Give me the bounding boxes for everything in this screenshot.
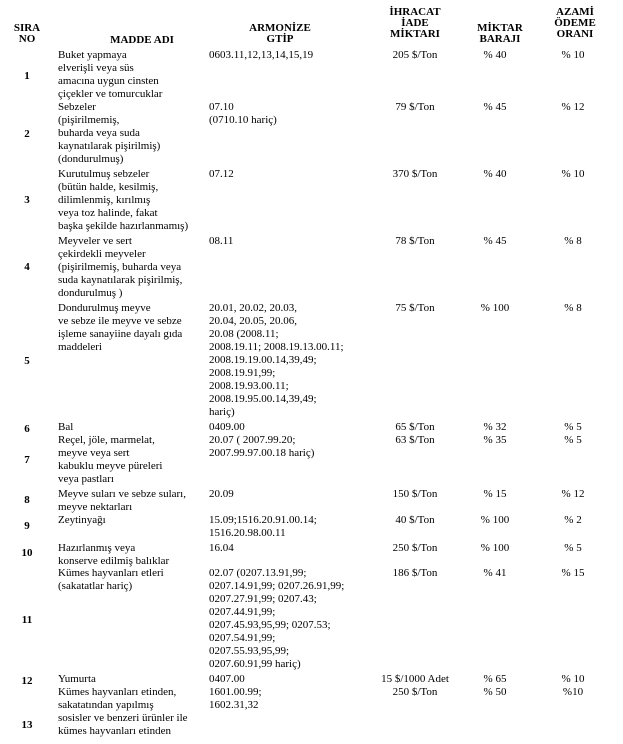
row-6-no: 6	[24, 423, 30, 435]
row-8-oran: % 12	[561, 488, 585, 500]
row-8-iade: 150 $/Ton	[392, 488, 438, 500]
row-6-baraj: % 32	[483, 421, 507, 433]
row-5-gtip: 20.01, 20.02, 20.03, 20.04, 20.05, 20.06, 20.08 (2008.11; 2008.19.11; 2008.19.13.00.11; 2008.19.19.00.14,39,49; 2008.19.91,99; 2008.19.93.00.11; 2008.19.95.00.14,39,49; hariç)	[209, 302, 344, 418]
row-10-baraj: % 100	[480, 542, 510, 554]
row-10-madde: Hazırlanmış veya konserve edilmiş balıklar	[58, 542, 170, 567]
row-8-gtip: 20.09	[209, 488, 234, 500]
row-3-baraj: % 40	[483, 168, 507, 180]
row-4-iade: 78 $/Ton	[395, 235, 435, 247]
row-13-no: 13	[21, 719, 33, 731]
row-1-no: 1	[24, 70, 30, 82]
header-miktar-baraji: MİKTAR BARAJI	[477, 22, 523, 45]
row-10-gtip: 16.04	[209, 542, 234, 554]
row-13-iade: 250 $/Ton	[392, 686, 438, 698]
row-6-madde: Bal	[58, 421, 74, 433]
row-11-gtip: 02.07 (0207.13.91,99; 0207.14.91,99; 0207.26.91,99; 0207.27.91,99; 0207.43; 0207.44.91,99; 0207.45.93,95,99; 0207.53; 0207.54.91,99; 0207.55.93,95,99; 0207.60.91,99 hariç)	[209, 567, 345, 670]
row-3-madde: Kurutulmuş sebzeler (bütün halde, kesilmiş, dilimlenmiş, kırılmış veya toz halinde, fakat başka şekilde hazırlanmamış)	[58, 168, 189, 232]
row-9-no: 9	[24, 520, 30, 532]
row-1-iade: 205 $/Ton	[392, 49, 438, 61]
row-11-iade: 186 $/Ton	[392, 567, 438, 579]
row-1-oran: % 10	[561, 49, 585, 61]
row-3-no: 3	[24, 194, 30, 206]
row-10-iade: 250 $/Ton	[392, 542, 438, 554]
header-gtip: ARMONİZE GTİP	[249, 22, 311, 45]
row-13-baraj: % 50	[483, 686, 507, 698]
row-10-oran: % 5	[564, 542, 582, 554]
row-8-no: 8	[24, 494, 30, 506]
row-6-iade: 65 $/Ton	[395, 421, 435, 433]
row-5-madde: Dondurulmuş meyve ve sebze ile meyve ve sebze işleme sanayiine dayalı gıda maddeleri	[58, 302, 183, 353]
row-4-oran: % 8	[564, 235, 582, 247]
row-3-iade: 370 $/Ton	[392, 168, 438, 180]
row-12-no: 12	[21, 675, 33, 687]
row-12-oran: % 10	[561, 673, 585, 685]
row-5-no: 5	[24, 355, 30, 367]
row-4-gtip: 08.11	[209, 235, 234, 247]
row-9-baraj: % 100	[480, 514, 510, 526]
row-6-gtip: 0409.00	[209, 421, 245, 433]
row-4-madde: Meyveler ve sert çekirdekli meyveler (pişirilmemiş, buharda veya suda kaynatılarak pişirilmiş, dondurulmuş )	[58, 235, 183, 299]
row-10-no: 10	[21, 547, 33, 559]
row-8-madde: Meyve suları ve sebze suları, meyve nektarları	[58, 488, 186, 513]
row-2-oran: % 12	[561, 101, 585, 113]
row-1-baraj: % 40	[483, 49, 507, 61]
row-2-iade: 79 $/Ton	[395, 101, 435, 113]
row-5-baraj: % 100	[480, 302, 510, 314]
header-azami-odeme-orani: AZAMİ ÖDEME ORANI	[554, 6, 596, 40]
row-3-gtip: 07.12	[209, 168, 234, 180]
row-9-iade: 40 $/Ton	[395, 514, 435, 526]
row-13-gtip: 1601.00.99; 1602.31,32	[209, 686, 262, 711]
row-2-madde: Sebzeler (pişirilmemiş, buharda veya suda kaynatılarak pişirilmiş) (dondurulmuş)	[58, 101, 161, 165]
row-2-gtip: 07.10 (0710.10 hariç)	[209, 101, 277, 126]
row-5-iade: 75 $/Ton	[395, 302, 435, 314]
row-11-oran: % 15	[561, 567, 585, 579]
row-1-madde: Buket yapmaya elverişli veya süs amacına uygun cinsten çiçekler ve tomurcuklar	[58, 49, 163, 100]
row-12-madde: Yumurta	[58, 673, 96, 685]
row-7-oran: % 5	[564, 434, 582, 446]
header-madde-adi: MADDE ADI	[110, 34, 174, 46]
row-7-iade: 63 $/Ton	[395, 434, 435, 446]
row-12-gtip: 0407.00	[209, 673, 245, 685]
row-8-baraj: % 15	[483, 488, 507, 500]
row-12-iade: 15 $/1000 Adet	[381, 673, 449, 685]
row-4-baraj: % 45	[483, 235, 507, 247]
row-9-gtip: 15.09;1516.20.91.00.14; 1516.20.98.00.11	[209, 514, 317, 539]
row-11-no: 11	[21, 614, 33, 626]
row-5-oran: % 8	[564, 302, 582, 314]
header-sira-no: SIRA NO	[13, 22, 41, 45]
row-13-madde: Kümes hayvanları etinden, sakatatından yapılmış sosisler ve benzeri ürünler ile kümes hayvanları etinden	[58, 686, 188, 737]
row-7-gtip: 20.07 ( 2007.99.20; 2007.99.97.00.18 hariç)	[209, 434, 315, 459]
row-6-oran: % 5	[564, 421, 582, 433]
row-7-no: 7	[24, 454, 30, 466]
row-4-no: 4	[24, 261, 30, 273]
row-7-madde: Reçel, jöle, marmelat, meyve veya sert kabuklu meyve püreleri veya pastları	[58, 434, 163, 485]
header-ihracat-iade-miktari: İHRACAT İADE MİKTARI	[389, 6, 441, 40]
row-9-oran: % 2	[564, 514, 582, 526]
row-13-oran: %10	[562, 686, 584, 698]
row-3-oran: % 10	[561, 168, 585, 180]
row-7-baraj: % 35	[483, 434, 507, 446]
row-2-no: 2	[24, 128, 30, 140]
row-1-gtip: 0603.11,12,13,14,15,19	[209, 49, 314, 61]
row-11-madde: Kümes hayvanları etleri (sakatatlar hariç)	[58, 567, 164, 592]
row-9-madde: Zeytinyağı	[58, 514, 106, 526]
row-2-baraj: % 45	[483, 101, 507, 113]
row-11-baraj: % 41	[483, 567, 507, 579]
row-12-baraj: % 65	[483, 673, 507, 685]
